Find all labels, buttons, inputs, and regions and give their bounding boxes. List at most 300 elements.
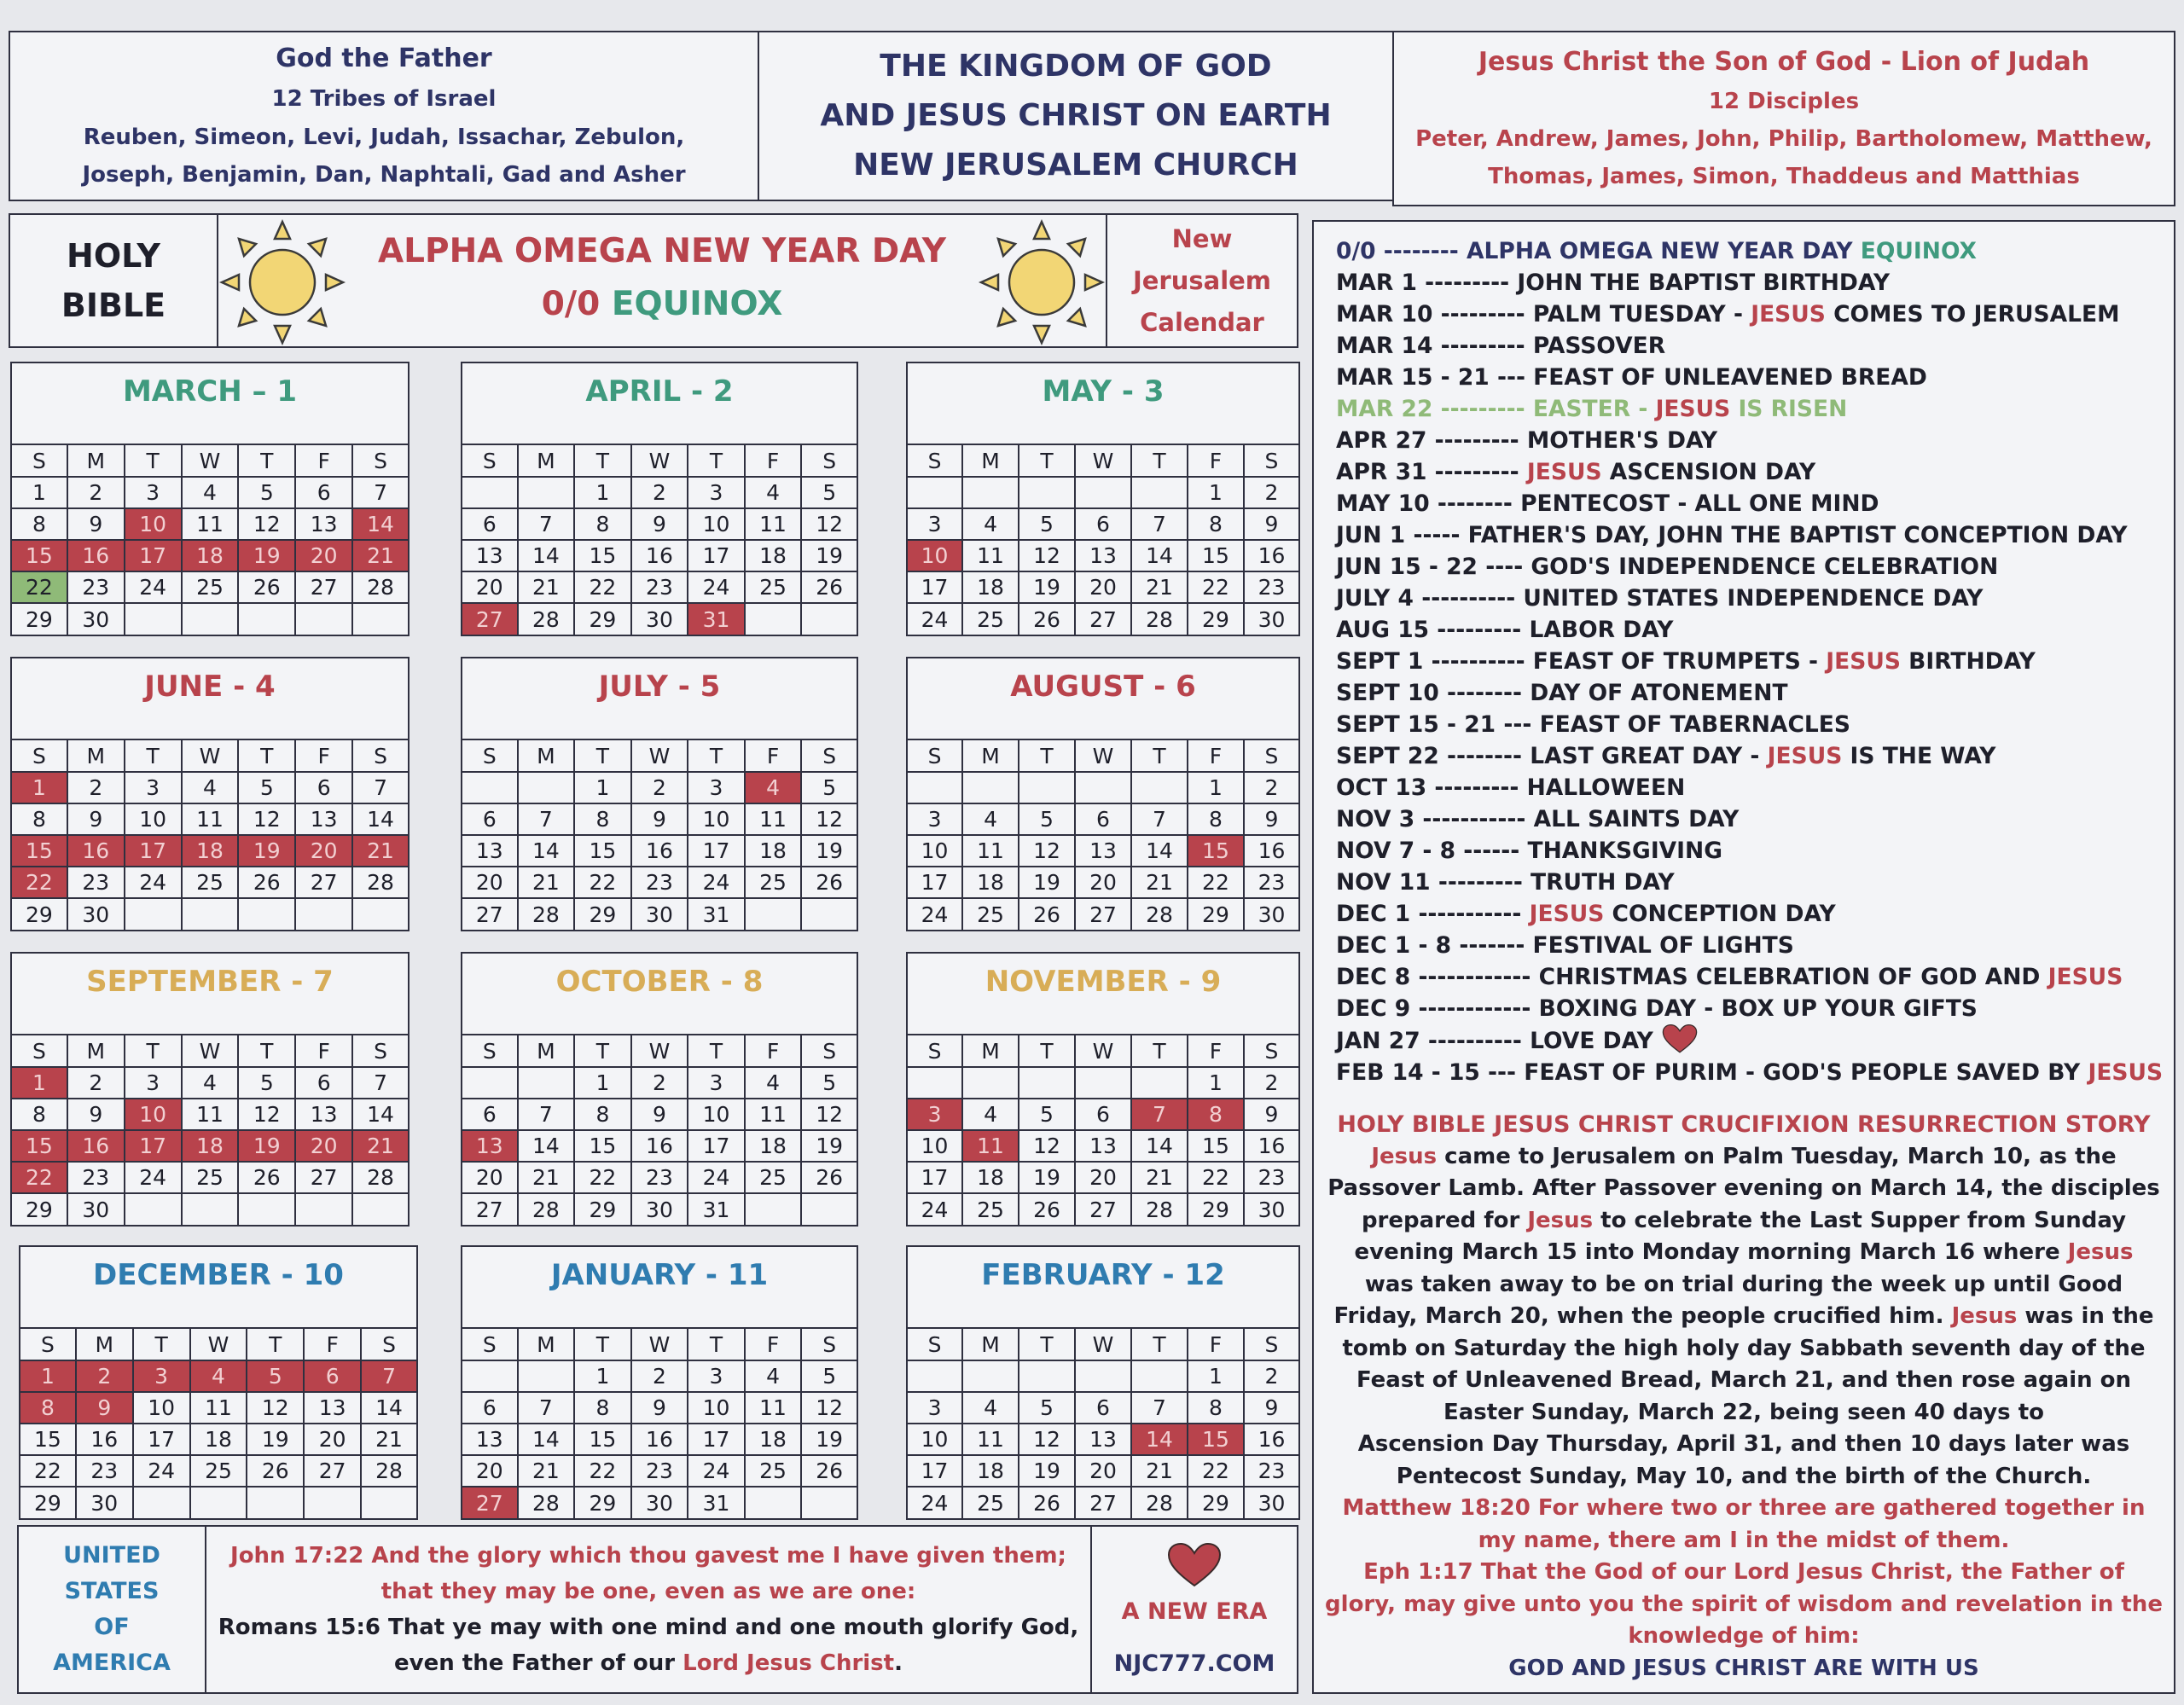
day-cell: 19 bbox=[1019, 1455, 1075, 1487]
empty-cell bbox=[361, 1487, 416, 1518]
verse-line-1: John 17:22 And the glory which thou gavest me I have given them; bbox=[230, 1543, 1066, 1569]
day-cell: 1 bbox=[20, 1360, 76, 1392]
weekday-header: F bbox=[745, 445, 802, 477]
month-title bbox=[12, 954, 408, 1035]
verse-line-3: Romans 15:6 That ye may with one mind and one mouth glorify God, bbox=[218, 1615, 1079, 1640]
verse-line-2: that they may be one, even as we are one: bbox=[380, 1579, 916, 1604]
day-cell: 16 bbox=[76, 1424, 133, 1455]
day-cell: 9 bbox=[631, 803, 688, 835]
weekday-header: T bbox=[688, 740, 745, 772]
day-cell: 23 bbox=[67, 571, 125, 603]
empty-cell bbox=[125, 603, 182, 635]
month-calendar bbox=[19, 1245, 418, 1520]
month-name: NOVEMBER - 9 bbox=[985, 965, 1222, 999]
day-cell: 28 bbox=[1131, 1193, 1188, 1225]
story-text-span: came to Jerusalem on Palm Tuesday, March 10, as the bbox=[1437, 1143, 2117, 1169]
day-cell: 17 bbox=[908, 1162, 962, 1193]
day-cell: 12 bbox=[1019, 1424, 1075, 1455]
holiday-text: 0/0 -------- ALPHA OMEGA NEW YEAR DAY bbox=[1336, 238, 1861, 264]
empty-cell bbox=[801, 1193, 857, 1225]
day-cell: 23 bbox=[67, 1162, 125, 1193]
day-cell: 27 bbox=[295, 1162, 352, 1193]
day-cell: 6 bbox=[1075, 803, 1131, 835]
day-cell: 13 bbox=[1075, 835, 1131, 867]
day-cell: 23 bbox=[76, 1455, 133, 1487]
holiday-item bbox=[1336, 993, 2165, 1024]
story-text-span: Jesus bbox=[1951, 1303, 2018, 1329]
day-cell: 9 bbox=[1244, 508, 1298, 540]
day-cell: 21 bbox=[352, 540, 408, 571]
verse-line-4-c: . bbox=[894, 1650, 903, 1676]
day-cell: 14 bbox=[518, 1424, 575, 1455]
day-cell: 8 bbox=[12, 803, 67, 835]
day-cell: 20 bbox=[462, 867, 518, 898]
empty-cell bbox=[182, 603, 239, 635]
weekday-header: S bbox=[908, 740, 962, 772]
day-cell: 6 bbox=[1075, 508, 1131, 540]
empty-cell bbox=[352, 898, 408, 930]
day-cell: 11 bbox=[745, 1392, 802, 1424]
day-cell: 2 bbox=[1244, 1067, 1298, 1099]
day-cell: 16 bbox=[67, 1130, 125, 1162]
weekday-header: M bbox=[518, 1329, 575, 1360]
day-cell: 4 bbox=[182, 1067, 239, 1099]
day-cell: 10 bbox=[133, 1392, 190, 1424]
weekday-header: S bbox=[908, 1035, 962, 1067]
day-cell: 28 bbox=[352, 571, 408, 603]
empty-cell bbox=[518, 772, 575, 803]
day-cell: 5 bbox=[801, 772, 857, 803]
day-cell: 6 bbox=[295, 477, 352, 508]
weekday-header: T bbox=[574, 1035, 631, 1067]
story-title: HOLY BIBLE JESUS CHRIST CRUCIFIXION RESURRECTION STORY bbox=[1337, 1111, 2151, 1138]
day-cell: 25 bbox=[745, 867, 802, 898]
day-cell: 7 bbox=[361, 1360, 416, 1392]
weekday-header: T bbox=[1019, 445, 1075, 477]
month-title bbox=[462, 363, 857, 445]
day-cell: 16 bbox=[1244, 540, 1298, 571]
day-cell: 11 bbox=[962, 540, 1019, 571]
month-calendar bbox=[461, 362, 858, 636]
story-line bbox=[1322, 1205, 2165, 1238]
holiday-text: MAR 14 --------- PASSOVER bbox=[1336, 333, 1666, 359]
day-cell: 15 bbox=[20, 1424, 76, 1455]
holiday-text: MAY 10 -------- PENTECOST - ALL ONE MIND bbox=[1336, 490, 1879, 517]
story-text-span: Jesus bbox=[2067, 1239, 2134, 1265]
day-cell: 8 bbox=[1188, 1392, 1244, 1424]
weekday-header: S bbox=[462, 740, 518, 772]
day-cell: 25 bbox=[962, 603, 1019, 635]
empty-cell bbox=[182, 1193, 239, 1225]
weekday-header: S bbox=[1244, 1035, 1298, 1067]
day-cell: 17 bbox=[908, 571, 962, 603]
website-link[interactable]: NJC777.COM bbox=[1113, 1650, 1275, 1677]
day-cell: 19 bbox=[238, 835, 295, 867]
holiday-item bbox=[1336, 551, 2165, 583]
day-cell: 14 bbox=[352, 508, 408, 540]
empty-cell bbox=[304, 1487, 361, 1518]
day-cell: 21 bbox=[352, 835, 408, 867]
day-cell: 24 bbox=[688, 867, 745, 898]
day-cell: 30 bbox=[631, 1193, 688, 1225]
holiday-text: COMES TO JERUSALEM bbox=[1825, 301, 2120, 328]
empty-cell bbox=[295, 898, 352, 930]
day-cell: 14 bbox=[1131, 540, 1188, 571]
day-cell: 17 bbox=[125, 540, 182, 571]
weekday-header: T bbox=[688, 445, 745, 477]
weekday-header: F bbox=[1188, 1329, 1244, 1360]
day-cell: 30 bbox=[67, 1193, 125, 1225]
day-cell: 10 bbox=[125, 803, 182, 835]
empty-cell bbox=[295, 603, 352, 635]
holiday-text: OCT 13 --------- HALLOWEEN bbox=[1336, 774, 1686, 801]
empty-cell bbox=[745, 1487, 802, 1518]
month-calendar bbox=[461, 657, 858, 931]
story-line bbox=[1322, 1333, 2165, 1366]
month-title bbox=[908, 363, 1298, 445]
story-line bbox=[1322, 1365, 2165, 1397]
day-cell: 8 bbox=[574, 1392, 631, 1424]
day-cell: 21 bbox=[1131, 1455, 1188, 1487]
crucifixion-story bbox=[1322, 1109, 2165, 1685]
holiday-item bbox=[1336, 235, 2165, 267]
day-cell: 10 bbox=[908, 835, 962, 867]
day-cell: 2 bbox=[76, 1360, 133, 1392]
holy-label: HOLY bbox=[67, 237, 160, 275]
holiday-item bbox=[1336, 709, 2165, 740]
day-cell: 13 bbox=[304, 1392, 361, 1424]
empty-cell bbox=[1131, 1067, 1188, 1099]
weekday-header: W bbox=[1075, 1329, 1131, 1360]
day-cell: 1 bbox=[12, 477, 67, 508]
day-cell: 4 bbox=[190, 1360, 247, 1392]
holiday-text: CONCEPTION DAY bbox=[1604, 901, 1836, 927]
day-cell: 5 bbox=[801, 1067, 857, 1099]
weekday-header: T bbox=[238, 445, 295, 477]
day-cell: 14 bbox=[518, 540, 575, 571]
calendar-header bbox=[9, 213, 1298, 348]
day-cell: 25 bbox=[962, 1193, 1019, 1225]
weekday-header: M bbox=[518, 445, 575, 477]
story-text-span: was taken away to be on trial during the week up until Good bbox=[1364, 1271, 2123, 1297]
weekday-header: T bbox=[574, 445, 631, 477]
holiday-text: SEPT 1 ---------- FEAST OF TRUMPETS - bbox=[1336, 648, 1827, 675]
day-cell: 29 bbox=[574, 898, 631, 930]
month-name: SEPTEMBER - 7 bbox=[86, 965, 334, 999]
day-cell: 18 bbox=[962, 1455, 1019, 1487]
day-cell: 25 bbox=[182, 571, 239, 603]
day-cell: 15 bbox=[12, 835, 67, 867]
day-cell: 10 bbox=[908, 1424, 962, 1455]
weekday-header: W bbox=[182, 445, 239, 477]
day-cell: 18 bbox=[182, 835, 239, 867]
day-cell: 11 bbox=[182, 508, 239, 540]
month-day-grid bbox=[20, 1329, 416, 1518]
day-cell: 23 bbox=[631, 1455, 688, 1487]
day-cell: 3 bbox=[688, 1360, 745, 1392]
day-cell: 7 bbox=[518, 508, 575, 540]
day-cell: 29 bbox=[12, 1193, 67, 1225]
day-cell: 19 bbox=[238, 1130, 295, 1162]
story-line bbox=[1322, 1237, 2165, 1269]
empty-cell bbox=[1075, 772, 1131, 803]
weekday-header: F bbox=[304, 1329, 361, 1360]
heart-icon bbox=[1661, 1024, 1699, 1053]
weekday-header: T bbox=[238, 1035, 295, 1067]
holiday-text: JESUS bbox=[1767, 743, 1843, 769]
empty-cell bbox=[801, 1487, 857, 1518]
day-cell: 17 bbox=[908, 867, 962, 898]
day-cell: 24 bbox=[908, 603, 962, 635]
story-text-span: my name, there am I in the midst of them. bbox=[1478, 1527, 2010, 1553]
day-cell: 15 bbox=[1188, 540, 1244, 571]
day-cell: 4 bbox=[182, 477, 239, 508]
day-cell: 29 bbox=[574, 1193, 631, 1225]
holiday-item bbox=[1336, 393, 2165, 425]
day-cell: 21 bbox=[1131, 867, 1188, 898]
story-text-span: glory, may give unto you the spirit of wisdom and revelation in the bbox=[1325, 1591, 2163, 1617]
month-name: JANUARY - 11 bbox=[550, 1258, 769, 1292]
day-cell: 1 bbox=[1188, 1067, 1244, 1099]
day-cell: 27 bbox=[462, 603, 518, 635]
day-cell: 22 bbox=[574, 1455, 631, 1487]
day-cell: 16 bbox=[1244, 835, 1298, 867]
day-cell: 1 bbox=[574, 477, 631, 508]
day-cell: 11 bbox=[182, 803, 239, 835]
day-cell: 30 bbox=[631, 603, 688, 635]
day-cell: 25 bbox=[745, 1455, 802, 1487]
day-cell: 19 bbox=[801, 1130, 857, 1162]
day-cell: 11 bbox=[962, 1130, 1019, 1162]
empty-cell bbox=[1131, 772, 1188, 803]
day-cell: 14 bbox=[352, 803, 408, 835]
day-cell: 1 bbox=[574, 1067, 631, 1099]
holiday-text: JESUS bbox=[1526, 459, 1602, 485]
holiday-item bbox=[1336, 835, 2165, 867]
day-cell: 5 bbox=[1019, 508, 1075, 540]
tribes-line-2: Joseph, Benjamin, Dan, Naphtali, Gad and Asher bbox=[82, 162, 686, 188]
empty-cell bbox=[962, 772, 1019, 803]
empty-cell bbox=[462, 477, 518, 508]
holiday-item bbox=[1336, 456, 2165, 488]
empty-cell bbox=[908, 772, 962, 803]
holiday-list bbox=[1336, 235, 2165, 1088]
day-cell: 20 bbox=[462, 571, 518, 603]
jerusalem-label: Jerusalem bbox=[1132, 265, 1272, 295]
day-cell: 20 bbox=[295, 1130, 352, 1162]
day-cell: 16 bbox=[1244, 1424, 1298, 1455]
day-cell: 9 bbox=[67, 508, 125, 540]
story-line bbox=[1322, 1589, 2165, 1621]
month-name: DECEMBER - 10 bbox=[93, 1258, 344, 1292]
weekday-header: W bbox=[182, 1035, 239, 1067]
day-cell: 10 bbox=[688, 1392, 745, 1424]
day-cell: 13 bbox=[295, 803, 352, 835]
day-cell: 29 bbox=[1188, 603, 1244, 635]
day-cell: 25 bbox=[962, 1487, 1019, 1518]
day-cell: 9 bbox=[1244, 1392, 1298, 1424]
day-cell: 14 bbox=[1131, 1424, 1188, 1455]
usa-box bbox=[17, 1525, 206, 1694]
day-cell: 9 bbox=[1244, 1099, 1298, 1130]
day-cell: 26 bbox=[238, 571, 295, 603]
weekday-header: M bbox=[962, 445, 1019, 477]
day-cell: 23 bbox=[1244, 867, 1298, 898]
day-cell: 12 bbox=[801, 1099, 857, 1130]
holiday-text: DEC 8 ------------ CHRISTMAS CELEBRATION OF GOD AND bbox=[1336, 964, 2048, 990]
weekday-header: S bbox=[12, 445, 67, 477]
day-cell: 16 bbox=[631, 540, 688, 571]
story-line bbox=[1322, 1621, 2165, 1653]
weekday-header: S bbox=[462, 1329, 518, 1360]
day-cell: 7 bbox=[518, 1099, 575, 1130]
day-cell: 28 bbox=[518, 1487, 575, 1518]
holidays-panel bbox=[1312, 220, 2175, 1694]
day-cell: 12 bbox=[1019, 835, 1075, 867]
weekday-header: S bbox=[352, 740, 408, 772]
weekday-header: S bbox=[1244, 445, 1298, 477]
empty-cell bbox=[908, 1067, 962, 1099]
kingdom-line-1: THE KINGDOM OF GOD bbox=[880, 49, 1272, 84]
holiday-text: DEC 1 - 8 ------- FESTIVAL OF LIGHTS bbox=[1336, 932, 1794, 959]
day-cell: 2 bbox=[67, 1067, 125, 1099]
day-cell: 1 bbox=[12, 772, 67, 803]
disciples-box bbox=[1392, 31, 2175, 206]
day-cell: 5 bbox=[238, 477, 295, 508]
holiday-text: DEC 9 ------------ BOXING DAY - BOX UP YOUR GIFTS bbox=[1336, 995, 1978, 1022]
empty-cell bbox=[908, 1360, 962, 1392]
story-text-span: GOD AND JESUS CHRIST ARE WITH US bbox=[1508, 1655, 1979, 1681]
weekday-header: T bbox=[133, 1329, 190, 1360]
tribes-line-1: Reuben, Simeon, Levi, Judah, Issachar, Zebulon, bbox=[83, 125, 685, 150]
month-day-grid bbox=[12, 740, 408, 930]
day-cell: 13 bbox=[462, 1424, 518, 1455]
empty-cell bbox=[238, 1193, 295, 1225]
day-cell: 9 bbox=[631, 508, 688, 540]
weekday-header: T bbox=[125, 445, 182, 477]
story-line bbox=[1322, 1141, 2165, 1174]
day-cell: 7 bbox=[1131, 1099, 1188, 1130]
day-cell: 1 bbox=[1188, 1360, 1244, 1392]
weekday-header: T bbox=[247, 1329, 304, 1360]
tribes-subtitle: 12 Tribes of Israel bbox=[271, 86, 497, 112]
day-cell: 24 bbox=[125, 867, 182, 898]
day-cell: 3 bbox=[908, 1392, 962, 1424]
weekday-header: M bbox=[962, 1329, 1019, 1360]
empty-cell bbox=[352, 603, 408, 635]
day-cell: 4 bbox=[962, 508, 1019, 540]
day-cell: 27 bbox=[1075, 1193, 1131, 1225]
empty-cell bbox=[125, 898, 182, 930]
day-cell: 8 bbox=[12, 508, 67, 540]
day-cell: 7 bbox=[1131, 1392, 1188, 1424]
weekday-header: S bbox=[12, 1035, 67, 1067]
jesus-christ-title: Jesus Christ the Son of God - Lion of Judah bbox=[1478, 47, 2090, 77]
holiday-text: JESUS bbox=[1826, 648, 1901, 675]
story-text-span: evening March 15 into Monday morning March 16 where bbox=[1354, 1239, 2068, 1265]
holiday-item bbox=[1336, 677, 2165, 709]
day-cell: 18 bbox=[962, 867, 1019, 898]
empty-cell bbox=[801, 603, 857, 635]
day-cell: 28 bbox=[518, 898, 575, 930]
day-cell: 19 bbox=[238, 540, 295, 571]
day-cell: 24 bbox=[688, 1455, 745, 1487]
month-title bbox=[462, 658, 857, 740]
empty-cell bbox=[462, 1360, 518, 1392]
empty-cell bbox=[462, 772, 518, 803]
day-cell: 29 bbox=[1188, 1487, 1244, 1518]
day-cell: 3 bbox=[125, 1067, 182, 1099]
day-cell: 15 bbox=[574, 1424, 631, 1455]
day-cell: 2 bbox=[67, 772, 125, 803]
day-cell: 24 bbox=[908, 1193, 962, 1225]
day-cell: 24 bbox=[688, 1162, 745, 1193]
day-cell: 18 bbox=[182, 540, 239, 571]
new-era-box bbox=[1090, 1525, 1298, 1694]
day-cell: 2 bbox=[631, 772, 688, 803]
month-calendar bbox=[906, 1245, 1300, 1520]
day-cell: 1 bbox=[1188, 772, 1244, 803]
day-cell: 22 bbox=[12, 867, 67, 898]
day-cell: 12 bbox=[238, 508, 295, 540]
zero-zero-label: 0/0 bbox=[541, 285, 601, 323]
month-calendar bbox=[906, 952, 1300, 1227]
day-cell: 31 bbox=[688, 1193, 745, 1225]
story-text-span: Passover Lamb. After Passover evening on March 14, the disciples bbox=[1327, 1175, 2160, 1201]
weekday-header: T bbox=[574, 1329, 631, 1360]
holiday-text: JULY 4 ---------- UNITED STATES INDEPENDENCE DAY bbox=[1336, 585, 1984, 612]
holiday-text: NOV 3 ----------- ALL SAINTS DAY bbox=[1336, 806, 1740, 832]
day-cell: 6 bbox=[295, 772, 352, 803]
day-cell: 1 bbox=[574, 772, 631, 803]
kingdom-line-2: AND JESUS CHRIST ON EARTH bbox=[820, 98, 1332, 133]
day-cell: 21 bbox=[518, 1162, 575, 1193]
day-cell: 9 bbox=[1244, 803, 1298, 835]
story-line bbox=[1322, 1269, 2165, 1302]
day-cell: 18 bbox=[962, 1162, 1019, 1193]
weekday-header: T bbox=[1131, 445, 1188, 477]
holiday-text: JESUS bbox=[1655, 396, 1731, 422]
verse-line-4 bbox=[394, 1645, 903, 1681]
day-cell: 18 bbox=[745, 1424, 802, 1455]
holiday-item bbox=[1336, 898, 2165, 930]
day-cell: 6 bbox=[462, 803, 518, 835]
day-cell: 30 bbox=[1244, 1193, 1298, 1225]
day-cell: 10 bbox=[688, 803, 745, 835]
day-cell: 23 bbox=[631, 867, 688, 898]
weekday-header: S bbox=[462, 445, 518, 477]
holiday-item bbox=[1336, 267, 2165, 299]
day-cell: 19 bbox=[247, 1424, 304, 1455]
holiday-text: JAN 27 ---------- LOVE DAY bbox=[1336, 1028, 1662, 1054]
day-cell: 5 bbox=[801, 1360, 857, 1392]
day-cell: 6 bbox=[462, 1099, 518, 1130]
day-cell: 3 bbox=[908, 508, 962, 540]
weekday-header: W bbox=[631, 1035, 688, 1067]
day-cell: 30 bbox=[631, 1487, 688, 1518]
day-cell: 15 bbox=[574, 540, 631, 571]
month-day-grid bbox=[908, 445, 1298, 635]
story-text-span: Ascension Day Thursday, April 31, and then 10 days later was bbox=[1357, 1431, 2130, 1457]
empty-cell bbox=[295, 1193, 352, 1225]
day-cell: 29 bbox=[20, 1487, 76, 1518]
story-text-span: prepared for bbox=[1361, 1207, 1528, 1233]
weekday-header: F bbox=[745, 740, 802, 772]
day-cell: 30 bbox=[1244, 898, 1298, 930]
day-cell: 10 bbox=[125, 1099, 182, 1130]
day-cell: 12 bbox=[1019, 540, 1075, 571]
day-cell: 28 bbox=[352, 867, 408, 898]
